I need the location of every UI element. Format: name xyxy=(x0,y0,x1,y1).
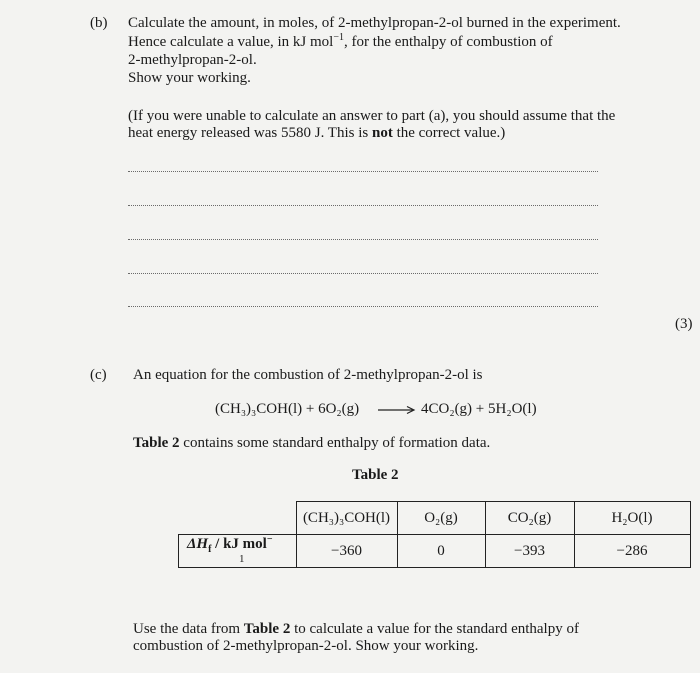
equation-reactants: (CH₃)₃COH(l) + 6O₂(g) xyxy=(215,401,360,417)
enthalpy-table xyxy=(178,501,691,568)
final-instruction-line2: combustion of 2-methylpropan-2-ol. Show your working. xyxy=(133,638,479,654)
answer-line[interactable] xyxy=(128,239,598,240)
part-c-label: (c) xyxy=(90,367,107,383)
answer-line[interactable] xyxy=(128,171,598,172)
table-value: −393 xyxy=(485,535,574,568)
table-header: O₂(g) xyxy=(397,502,485,535)
answer-line[interactable] xyxy=(128,273,598,274)
table-header: H₂O(l) xyxy=(574,502,690,535)
part-b-marks: (3) xyxy=(675,316,693,332)
answer-line[interactable] xyxy=(128,306,598,307)
table-header: (CH₃)₃COH(l) xyxy=(296,502,397,535)
table-intro: Table 2 contains some standard enthalpy of formation data. xyxy=(133,435,491,451)
table-value: −286 xyxy=(574,535,690,568)
part-b-note-line1: (If you were unable to calculate an answer to part (a), you should assume that the xyxy=(128,108,616,124)
part-c-intro: An equation for the combustion of 2-methylpropan-2-ol is xyxy=(133,367,483,383)
part-b-note-line2: heat energy released was 5580 J. This is not the correct value.) xyxy=(128,125,506,141)
table-value: −360 xyxy=(296,535,397,568)
table-header: CO₂(g) xyxy=(485,502,574,535)
final-instruction-line1: Use the data from Table 2 to calculate a value for the standard enthalpy of xyxy=(133,621,579,637)
part-b-line1: Calculate the amount, in moles, of 2-methylpropan-2-ol burned in the experiment. xyxy=(128,15,621,31)
table-corner xyxy=(179,502,297,535)
reaction-arrow-icon xyxy=(378,405,416,415)
part-b-line4: Show your working. xyxy=(128,70,251,86)
part-b-line2: Hence calculate a value, in kJ mol$^{-1}$, for the enthalpy of combustion of xyxy=(128,32,553,50)
table-value: 0 xyxy=(397,535,485,568)
equation-products: 4CO₂(g) + 5H₂O(l) xyxy=(421,401,537,417)
part-b-line3: 2-methylpropan-2-ol. xyxy=(128,52,257,68)
part-b-label: (b) xyxy=(90,15,108,31)
answer-line[interactable] xyxy=(128,205,598,206)
table-row-label: $\Delta H_f$ / kJ mol− 1 xyxy=(179,535,297,568)
table-title: Table 2 xyxy=(352,467,399,483)
